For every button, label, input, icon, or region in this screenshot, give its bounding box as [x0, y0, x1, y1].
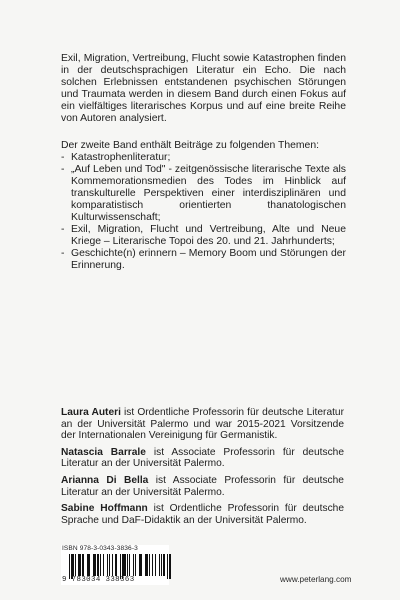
barcode-bar — [75, 554, 76, 576]
topics-lead: Der zweite Band enthält Beiträge zu folgenden Themen: — [61, 140, 320, 151]
author-bio — [61, 503, 344, 526]
barcode-bar — [103, 554, 104, 576]
author-name: Arianna Di Bella — [61, 474, 149, 486]
barcode-bar — [129, 554, 130, 576]
author-bios — [61, 407, 344, 531]
barcode-bar — [97, 554, 98, 576]
author-description: ist Associate Professorin für deutsche Literatur an der Universität Palermo. — [61, 446, 344, 470]
barcode-bar — [127, 554, 128, 576]
barcode-bar — [149, 554, 150, 576]
barcode-bar — [87, 554, 91, 576]
author-bio — [61, 447, 344, 470]
barcode-bar — [159, 554, 160, 576]
author-bio — [61, 475, 344, 498]
author-description: ist Ordentliche Professorin für deutsche Literatur an der Universität Palermo und war 2015-2021 Vorsitzende der Internationalen Vereinigung für Germanistik. — [61, 407, 344, 442]
barcode-bar — [109, 554, 110, 576]
topic-item: - „Auf Leben und Tod" - zeitgenössische literarische Texte als Kommemorationsmedien des Todes im Hinblick auf transkulturelle Perspektiven einer interdisziplinären und komparatistisch orientierten thanatologischen Kulturwissenschaft; — [61, 164, 346, 224]
barcode-bar — [115, 554, 117, 576]
barcode-bar — [133, 554, 134, 576]
author-name: Sabine Hoffmann — [61, 503, 148, 515]
barcode-bar — [169, 554, 170, 579]
barcode-bar — [163, 554, 164, 576]
barcode-bar — [107, 554, 108, 576]
barcode-bar — [73, 554, 74, 576]
barcode-bar — [155, 554, 156, 576]
isbn-barcode — [61, 545, 169, 585]
author-name: Natascia Barrale — [61, 446, 146, 458]
barcode-bar — [135, 554, 136, 576]
topic-item: - Exil, Migration, Flucht und Vertreibung, Alte und Neue Kriege – Literarische Topoi des 20. und 21. Jahrhunderts; — [61, 224, 346, 248]
barcode-bar — [100, 554, 101, 576]
barcode-bar — [123, 554, 125, 576]
intro-paragraph: Exil, Migration, Vertreibung, Flucht sowie Katastrophen finden in der deutschsprachigen Literatur ein Echo. Die nach solchen Erlebnissen entstandenen psychischen Störungen und Traumata werden in diesem Band durch einen Fokus auf ein vielfältiges literarisches Korpus und auf eine breite Reihe von Autoren analysiert. — [61, 53, 346, 124]
barcode-bar — [139, 554, 143, 576]
topics-section — [61, 140, 346, 272]
barcode-bar — [152, 554, 153, 576]
author-bio — [61, 407, 344, 442]
isbn-label: ISBN 978-3-0343-3836-3 — [62, 545, 138, 552]
topic-item: - Katastrophenliteratur; — [61, 152, 346, 164]
barcode-bar — [82, 554, 84, 576]
barcode-bars — [69, 554, 167, 576]
barcode-bar — [167, 554, 168, 579]
barcode-bar — [93, 554, 97, 576]
barcode-bar — [161, 554, 162, 576]
topic-list — [61, 152, 346, 272]
barcode-bar — [145, 554, 149, 576]
barcode-bar — [112, 554, 113, 576]
author-description: ist Ordentliche Professorin für deutsche Sprache und DaF-Didaktik an der Universität Palermo. — [61, 503, 344, 526]
publisher-website: www.peterlang.com — [280, 575, 352, 584]
barcode-digits: 9 783034 338363 — [62, 576, 135, 584]
author-name: Laura Auteri — [61, 407, 121, 418]
topic-item: - Geschichte(n) erinnern – Memory Boom und Störungen der Erinnerung. — [61, 248, 346, 272]
author-description: ist Associate Professorin für deutsche Literatur an der Universität Palermo. — [61, 474, 344, 498]
barcode-bar — [78, 554, 80, 576]
